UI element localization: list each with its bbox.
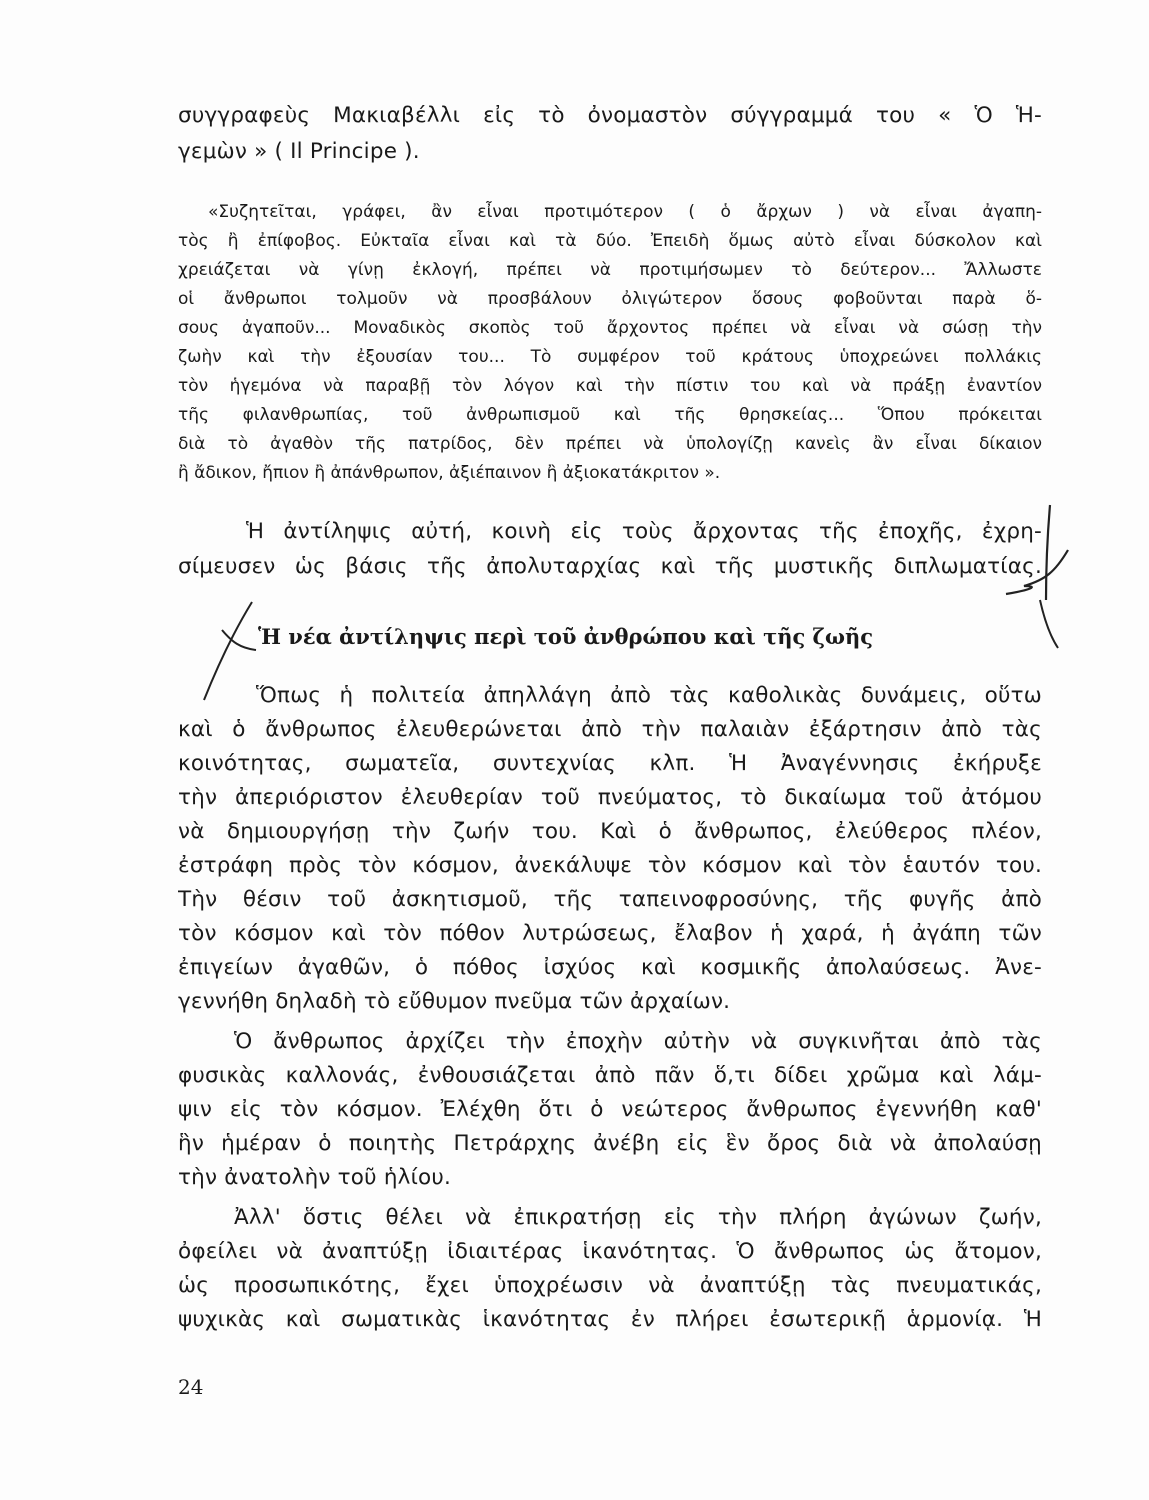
quote-line: οἱ ἄνθρωποι τολμοῦν νὰ προσβάλουν ὀλιγώτερον ὅσους φοβοῦνται παρὰ ὅ- — [178, 289, 1042, 309]
text-line: ἐπιγείων ἀγαθῶν, ὁ πόθος ἰσχύος καὶ κοσμικῆς ἀπολαύσεως. Ἀνε- — [178, 955, 1042, 980]
quote-line: τὸς ἢ ἐπίφοβος. Εὐκταῖα εἶναι καὶ τὰ δύο. Ἐπειδὴ ὅμως αὐτὸ εἶναι δύσκολον καὶ — [178, 231, 1042, 251]
text-line: ὡς προσωπικότης, ἔχει ὑποχρέωσιν νὰ ἀναπτύξῃ τὰς πνευματικάς, — [178, 1273, 1042, 1298]
quote-line: χρειάζεται νὰ γίνῃ ἐκλογή, πρέπει νὰ προτιμήσωμεν τὸ δεύτερον... Ἄλλωστε — [178, 260, 1042, 280]
page-number: 24 — [178, 1375, 204, 1399]
quote-line: ζωὴν καὶ τὴν ἐξουσίαν του... Τὸ συμφέρον τοῦ κράτους ὑποχρεώνει πολλάκις — [178, 347, 1042, 367]
text-line: Ὅπως ἡ πολιτεία ἀπηλλάγη ἀπὸ τὰς καθολικὰς δυνάμεις, οὕτω — [256, 683, 1042, 708]
text-line: φυσικὰς καλλονάς, ἐνθουσιάζεται ἀπὸ πᾶν ὅ,τι δίδει χρῶμα καὶ λάμ- — [178, 1063, 1042, 1088]
text-line: ἣν ἡμέραν ὁ ποιητὴς Πετράρχης ἀνέβη εἰς ἓν ὄρος διὰ νὰ ἀπολαύσῃ — [178, 1131, 1042, 1156]
text-line: Ὁ ἄνθρωπος ἀρχίζει τὴν ἐποχὴν αὐτὴν νὰ συγκινῆται ἀπὸ τὰς — [234, 1029, 1042, 1054]
margin-curve-mark — [1040, 600, 1058, 648]
text-line: νὰ δημιουργήσῃ τὴν ζωήν του. Καὶ ὁ ἄνθρωπος, ἐλεύθερος πλέον, — [178, 819, 1042, 844]
quote-line: ἢ ἄδικον, ἤπιον ἢ ἀπάνθρωπον, ἀξιέπαινον ἢ ἀξιοκατάκριτον ». — [178, 463, 721, 483]
text-line: Ἡ ἀντίληψις αὐτή, κοινὴ εἰς τοὺς ἄρχοντας τῆς ἐποχῆς, ἐχρη- — [246, 519, 1042, 544]
text-line: τὸν κόσμον καὶ τὸν πόθον λυτρώσεως, ἔλαβον ἡ χαρά, ἡ ἀγάπη τῶν — [178, 921, 1042, 946]
text-line: καὶ ὁ ἄνθρωπος ἐλευθερώνεται ἀπὸ τὴν παλαιὰν ἐξάρτησιν ἀπὸ τὰς — [178, 717, 1042, 742]
text-line: Ἀλλ' ὅστις θέλει νὰ ἐπικρατήσῃ εἰς τὴν πλήρη ἀγώνων ζωήν, — [234, 1205, 1042, 1230]
text-line: σίμευσεν ὡς βάσις τῆς ἀπολυταρχίας καὶ τῆς μυστικῆς διπλωματίας. — [178, 554, 1042, 579]
text-line: Τὴν θέσιν τοῦ ἀσκητισμοῦ, τῆς ταπεινοφροσύνης, τῆς φυγῆς ἀπὸ — [178, 887, 1042, 912]
quote-line: τὸν ἡγεμόνα νὰ παραβῇ τὸν λόγον καὶ τὴν πίστιν του καὶ νὰ πράξῃ ἐναντίον — [178, 376, 1042, 396]
text-line: ψιν εἰς τὸν κόσμον. Ἐλέχθη ὅτι ὁ νεώτερος ἄνθρωπος ἐγεννήθη καθ' — [178, 1097, 1042, 1122]
heading-cross-mark — [222, 630, 256, 650]
section-heading: Ἡ νέα ἀντίληψις περὶ τοῦ ἀνθρώπου καὶ τῆς ζωῆς — [258, 624, 874, 649]
quote-line: διὰ τὸ ἀγαθὸν τῆς πατρίδος, δὲν πρέπει νὰ ὑπολογίζῃ κανεὶς ἂν εἶναι δίκαιον — [178, 434, 1042, 454]
text-line: τὴν ἀνατολὴν τοῦ ἡλίου. — [178, 1165, 452, 1190]
text-line: κοινότητας, σωματεῖα, συντεχνίας κλπ. Ἡ Ἀναγέννησις ἐκήρυξε — [178, 751, 1042, 776]
text-line: τὴν ἀπεριόριστον ἐλευθερίαν τοῦ πνεύματος, τὸ δικαίωμα τοῦ ἀτόμου — [178, 785, 1042, 810]
text-line: ὀφείλει νὰ ἀναπτύξῃ ἰδιαιτέρας ἱκανότητας. Ὁ ἄνθρωπος ὡς ἄτομον, — [178, 1239, 1042, 1264]
quote-line: «Συζητεῖται, γράφει, ἂν εἶναι προτιμότερον ( ὁ ἄρχων ) νὰ εἶναι ἀγαπη- — [208, 202, 1042, 222]
quote-line: τῆς φιλανθρωπίας, τοῦ ἀνθρωπισμοῦ καὶ τῆς θρησκείας... Ὅπου πρόκειται — [178, 405, 1042, 425]
text-line: γεννήθη δηλαδὴ τὸ εὔθυμον πνεῦμα τῶν ἀρχαίων. — [178, 989, 731, 1014]
quote-line: σους ἀγαποῦν... Μοναδικὸς σκοπὸς τοῦ ἄρχοντος πρέπει νὰ εἶναι νὰ σώσῃ τὴν — [178, 318, 1042, 338]
text-line: ψυχικὰς καὶ σωματικὰς ἱκανότητας ἐν πλήρει ἐσωτερικῇ ἁρμονίᾳ. Ἡ — [178, 1307, 1042, 1332]
margin-stroke-mark — [1046, 505, 1050, 600]
heading-slash-mark — [204, 602, 252, 700]
text-line: ἐστράφη πρὸς τὸν κόσμον, ἀνεκάλυψε τὸν κόσμον καὶ τὸν ἑαυτόν του. — [178, 853, 1042, 878]
text-line: γεμὼν » ( Il Principe ). — [178, 139, 420, 164]
text-line: συγγραφεὺς Μακιαβέλλι εἰς τὸ ὀνομαστὸν σύγγραμμά του « Ὁ Ἡ- — [178, 103, 1042, 128]
